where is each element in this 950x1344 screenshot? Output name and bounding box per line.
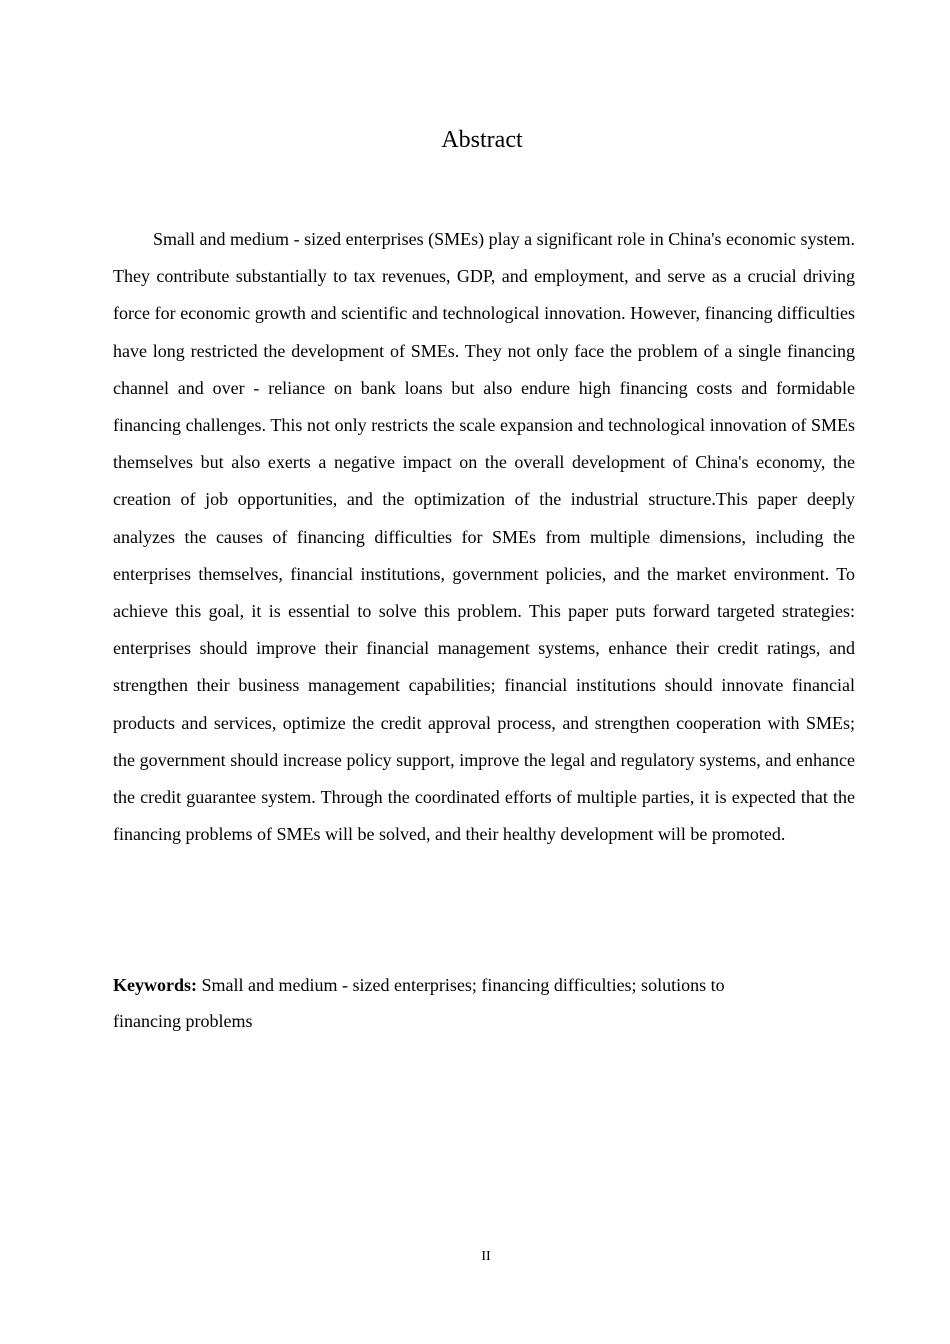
abstract-body: Small and medium - sized enterprises (SMEs) play a significant role in China's economic system. They contribute substantially to tax revenues, GDP, and employment, and serve as a crucial driving force for economic growth and scientific and technological innovation. However, financing difficulties have long restricted the development of SMEs. They not only face the problem of a single financing channel and over - reliance on bank loans but also endure high financing costs and formidable financing challenges. This not only restricts the scale expansion and technological innovation of SMEs themselves but also exerts a negative impact on the overall development of China's economy, the creation of job opportunities, and the optimization of the industrial structure.This paper deeply analyzes the causes of financing difficulties for SMEs from multiple dimensions, including the enterprises themselves, financial institutions, government policies, and the market environment. To achieve this goal, it is essential to solve this problem. This paper puts forward targeted strategies: enterprises should improve their financial management systems, enhance their credit ratings, and strengthen their business management capabilities; financial institutions should innovate financial products and services, optimize the credit approval process, and strengthen cooperation with SMEs; the government should increase policy support, improve the legal and regulatory systems, and enhance the credit guarantee system. Through the coordinated efforts of multiple parties, it is expected that the financing problems of SMEs will be solved, and their healthy development will be promoted.	[113, 229, 855, 845]
page-number: II	[481, 1249, 491, 1264]
keywords-paragraph	[113, 967, 793, 1039]
keywords-text: Small and medium - sized enterprises; financing difficulties; solutions to financing problems	[113, 975, 725, 1031]
abstract-title: Abstract	[441, 127, 523, 153]
keywords-label: Keywords:	[113, 975, 197, 995]
